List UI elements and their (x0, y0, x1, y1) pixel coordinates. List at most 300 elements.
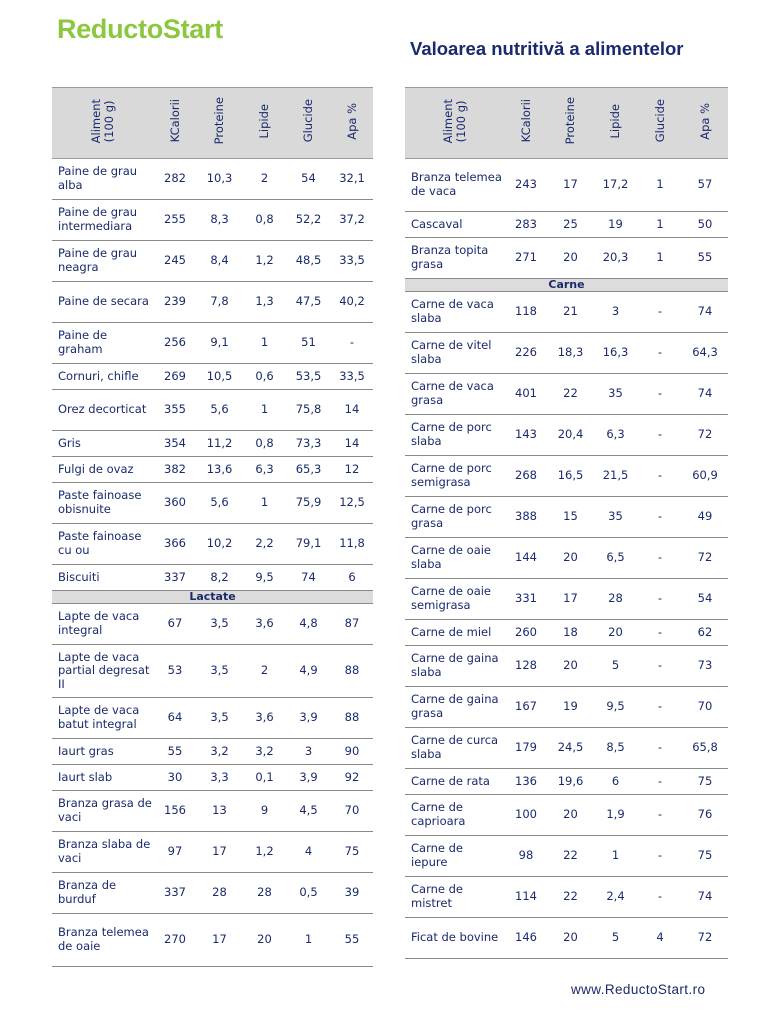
table-row (52, 645, 373, 698)
value-cell: 8,4 (196, 241, 243, 282)
value-cell: 10,5 (196, 364, 243, 390)
value-cell: 87 (331, 604, 373, 645)
value-cell: 21,5 (593, 456, 638, 497)
value-cell: 3,6 (243, 604, 286, 645)
table-row (52, 739, 373, 765)
table-row (405, 836, 728, 877)
value-cell: 0,5 (286, 873, 331, 914)
value-cell: 67 (154, 604, 196, 645)
value-cell: 79,1 (286, 524, 331, 565)
value-cell: 55 (331, 914, 373, 967)
value-cell: 20 (243, 914, 286, 967)
value-cell: 20 (548, 646, 593, 687)
table-row (405, 795, 728, 836)
food-name-cell: Branza grasa de vaci (52, 791, 154, 832)
value-cell: 73,3 (286, 431, 331, 457)
value-cell: 9 (243, 791, 286, 832)
value-cell: 88 (331, 698, 373, 739)
value-cell: 118 (504, 292, 548, 333)
value-cell: 64,3 (682, 333, 728, 374)
value-cell: 20 (548, 918, 593, 959)
value-cell: 12 (331, 457, 373, 483)
table-row (405, 620, 728, 646)
value-cell: 282 (154, 159, 196, 200)
column-header: Glucide (286, 88, 331, 159)
value-cell: 6 (593, 769, 638, 795)
value-cell: 245 (154, 241, 196, 282)
value-cell: - (638, 769, 682, 795)
value-cell: 3,5 (196, 698, 243, 739)
value-cell: 3 (593, 292, 638, 333)
food-name-cell: Ficat de bovine (405, 918, 504, 959)
value-cell: 128 (504, 646, 548, 687)
value-cell: 239 (154, 282, 196, 323)
value-cell: 12,5 (331, 483, 373, 524)
value-cell: 55 (154, 739, 196, 765)
food-name-cell: Carne de vitel slaba (405, 333, 504, 374)
value-cell: 5 (593, 646, 638, 687)
food-name-cell: Cornuri, chifle (52, 364, 154, 390)
value-cell: 271 (504, 238, 548, 279)
table-row (52, 282, 373, 323)
brand-logo: ReductoStart (57, 14, 223, 44)
food-name-cell: Carne de porc slaba (405, 415, 504, 456)
food-name-cell: Carne de rata (405, 769, 504, 795)
food-name-cell: Carne de gaina slaba (405, 646, 504, 687)
value-cell: 11,2 (196, 431, 243, 457)
value-cell: 18,3 (548, 333, 593, 374)
column-header: Apa % (682, 88, 728, 159)
food-name-cell: Carne de mistret (405, 877, 504, 918)
column-header: Lipide (593, 88, 638, 159)
food-name-cell: Carne de porc grasa (405, 497, 504, 538)
value-cell: 6,3 (593, 415, 638, 456)
food-name-cell: Carne de iepure (405, 836, 504, 877)
column-header: Apa % (331, 88, 373, 159)
value-cell: 74 (286, 565, 331, 591)
value-cell: 14 (331, 390, 373, 431)
value-cell: 21 (548, 292, 593, 333)
section-header-row (52, 591, 373, 604)
value-cell: 1 (638, 212, 682, 238)
food-name-cell: Carne de vaca slaba (405, 292, 504, 333)
value-cell: 401 (504, 374, 548, 415)
food-name-cell: Carne de oaie slaba (405, 538, 504, 579)
value-cell: 75,8 (286, 390, 331, 431)
value-cell: 354 (154, 431, 196, 457)
value-cell: 1 (638, 238, 682, 279)
food-name-cell: Iaurt slab (52, 765, 154, 791)
value-cell: 9,1 (196, 323, 243, 364)
food-name-cell: Carne de vaca grasa (405, 374, 504, 415)
value-cell: 2 (243, 159, 286, 200)
value-cell: 226 (504, 333, 548, 374)
table-row (52, 524, 373, 565)
value-cell: 51 (286, 323, 331, 364)
value-cell: 0,1 (243, 765, 286, 791)
table-row (52, 431, 373, 457)
value-cell: 28 (593, 579, 638, 620)
value-cell: 74 (682, 877, 728, 918)
value-cell: 2 (243, 645, 286, 698)
food-name-cell: Carne de gaina grasa (405, 687, 504, 728)
value-cell: 53,5 (286, 364, 331, 390)
value-cell: - (638, 374, 682, 415)
value-cell: 268 (504, 456, 548, 497)
value-cell: 1 (638, 159, 682, 212)
table-row (52, 873, 373, 914)
table-row (405, 728, 728, 769)
table-row (405, 918, 728, 959)
table-row (52, 832, 373, 873)
value-cell: 1,2 (243, 241, 286, 282)
value-cell: 1 (243, 323, 286, 364)
value-cell: 3,3 (196, 765, 243, 791)
value-cell: 136 (504, 769, 548, 795)
value-cell: 14 (331, 431, 373, 457)
value-cell: 40,2 (331, 282, 373, 323)
value-cell: 75 (331, 832, 373, 873)
value-cell: 33,5 (331, 241, 373, 282)
table-row (405, 877, 728, 918)
table-row (405, 212, 728, 238)
value-cell: 1 (243, 390, 286, 431)
value-cell: 24,5 (548, 728, 593, 769)
column-header: KCalorii (154, 88, 196, 159)
value-cell: 35 (593, 497, 638, 538)
table-row (405, 646, 728, 687)
value-cell: 74 (682, 374, 728, 415)
value-cell: 269 (154, 364, 196, 390)
value-cell: 243 (504, 159, 548, 212)
table-row (52, 914, 373, 967)
food-name-cell: Biscuiti (52, 565, 154, 591)
value-cell: 88 (331, 645, 373, 698)
value-cell: - (638, 292, 682, 333)
value-cell: 28 (243, 873, 286, 914)
value-cell: 100 (504, 795, 548, 836)
value-cell: - (638, 687, 682, 728)
value-cell: - (638, 415, 682, 456)
table-row (52, 698, 373, 739)
value-cell: 54 (682, 579, 728, 620)
food-name-cell: Paste fainoase cu ou (52, 524, 154, 565)
value-cell: 143 (504, 415, 548, 456)
value-cell: 76 (682, 795, 728, 836)
value-cell: 146 (504, 918, 548, 959)
value-cell: 156 (154, 791, 196, 832)
value-cell: 75 (682, 769, 728, 795)
value-cell: 270 (154, 914, 196, 967)
table-row (52, 200, 373, 241)
value-cell: 22 (548, 877, 593, 918)
value-cell: 28 (196, 873, 243, 914)
value-cell: 75,9 (286, 483, 331, 524)
value-cell: 3,2 (196, 739, 243, 765)
value-cell: 144 (504, 538, 548, 579)
table-row (405, 374, 728, 415)
value-cell: 62 (682, 620, 728, 646)
food-name-cell: Cascaval (405, 212, 504, 238)
value-cell: 337 (154, 565, 196, 591)
value-cell: 55 (682, 238, 728, 279)
value-cell: - (638, 497, 682, 538)
value-cell: 52,2 (286, 200, 331, 241)
page-title: Valoarea nutritivă a alimentelor (410, 38, 684, 59)
value-cell: 17 (196, 914, 243, 967)
nutrition-table-left (52, 87, 373, 967)
value-cell: 4,8 (286, 604, 331, 645)
value-cell: 1 (243, 483, 286, 524)
value-cell: 10,3 (196, 159, 243, 200)
value-cell: - (638, 646, 682, 687)
value-cell: 8,5 (593, 728, 638, 769)
column-header: Glucide (638, 88, 682, 159)
value-cell: 4 (286, 832, 331, 873)
table-row (52, 483, 373, 524)
value-cell: 8,2 (196, 565, 243, 591)
value-cell: 19 (593, 212, 638, 238)
table-row (52, 390, 373, 431)
value-cell: 16,3 (593, 333, 638, 374)
value-cell: 17 (548, 579, 593, 620)
section-header-row (405, 279, 728, 292)
value-cell: - (638, 538, 682, 579)
table-row (405, 769, 728, 795)
value-cell: 13 (196, 791, 243, 832)
column-header: Aliment (100 g) (52, 88, 154, 159)
value-cell: 15 (548, 497, 593, 538)
table-header-row (405, 88, 728, 159)
value-cell: 39 (331, 873, 373, 914)
value-cell: 355 (154, 390, 196, 431)
value-cell: 2,2 (243, 524, 286, 565)
value-cell: 167 (504, 687, 548, 728)
value-cell: 22 (548, 374, 593, 415)
value-cell: 0,8 (243, 200, 286, 241)
value-cell: 75 (682, 836, 728, 877)
value-cell: 54 (286, 159, 331, 200)
table-row (52, 159, 373, 200)
value-cell: 74 (682, 292, 728, 333)
table-row (405, 579, 728, 620)
value-cell: 70 (682, 687, 728, 728)
table-row (405, 415, 728, 456)
value-cell: 98 (504, 836, 548, 877)
value-cell: 5,6 (196, 483, 243, 524)
table-row (52, 457, 373, 483)
value-cell: 17 (548, 159, 593, 212)
food-name-cell: Lapte de vaca partial degresat II (52, 645, 154, 698)
value-cell: 331 (504, 579, 548, 620)
table-row (52, 323, 373, 364)
food-name-cell: Branza de burduf (52, 873, 154, 914)
table-row (52, 565, 373, 591)
value-cell: 19 (548, 687, 593, 728)
value-cell: 32,1 (331, 159, 373, 200)
value-cell: 9,5 (243, 565, 286, 591)
food-name-cell: Paine de grau alba (52, 159, 154, 200)
value-cell: 3 (286, 739, 331, 765)
value-cell: 22 (548, 836, 593, 877)
food-name-cell: Lapte de vaca integral (52, 604, 154, 645)
value-cell: 3,9 (286, 765, 331, 791)
value-cell: 1,2 (243, 832, 286, 873)
value-cell: 73 (682, 646, 728, 687)
value-cell: 72 (682, 538, 728, 579)
value-cell: - (638, 456, 682, 497)
food-name-cell: Carne de miel (405, 620, 504, 646)
value-cell: 5,6 (196, 390, 243, 431)
section-label: Lactate (52, 591, 373, 604)
footer-url: www.ReductoStart.ro (571, 982, 706, 997)
food-name-cell: Carne de caprioara (405, 795, 504, 836)
value-cell: 8,3 (196, 200, 243, 241)
value-cell: 6,3 (243, 457, 286, 483)
food-name-cell: Paine de secara (52, 282, 154, 323)
food-name-cell: Fulgi de ovaz (52, 457, 154, 483)
value-cell: 20 (548, 538, 593, 579)
value-cell: - (638, 579, 682, 620)
value-cell: 3,6 (243, 698, 286, 739)
column-header: Lipide (243, 88, 286, 159)
value-cell: 256 (154, 323, 196, 364)
value-cell: 72 (682, 918, 728, 959)
table-header-row (52, 88, 373, 159)
value-cell: - (638, 795, 682, 836)
food-name-cell: Branza slaba de vaci (52, 832, 154, 873)
value-cell: 65,3 (286, 457, 331, 483)
table-row (405, 497, 728, 538)
value-cell: 49 (682, 497, 728, 538)
value-cell: 388 (504, 497, 548, 538)
value-cell: 90 (331, 739, 373, 765)
column-header: Proteine (196, 88, 243, 159)
value-cell: - (638, 620, 682, 646)
value-cell: 6,5 (593, 538, 638, 579)
value-cell: 33,5 (331, 364, 373, 390)
value-cell: 53 (154, 645, 196, 698)
food-name-cell: Paine de graham (52, 323, 154, 364)
value-cell: 5 (593, 918, 638, 959)
food-name-cell: Carne de oaie semigrasa (405, 579, 504, 620)
value-cell: 70 (331, 791, 373, 832)
value-cell: 19,6 (548, 769, 593, 795)
value-cell: 48,5 (286, 241, 331, 282)
table-row (405, 333, 728, 374)
food-name-cell: Carne de curca slaba (405, 728, 504, 769)
value-cell: 283 (504, 212, 548, 238)
value-cell: 1,3 (243, 282, 286, 323)
value-cell: 7,8 (196, 282, 243, 323)
value-cell: 260 (504, 620, 548, 646)
food-name-cell: Paine de grau intermediara (52, 200, 154, 241)
value-cell: 97 (154, 832, 196, 873)
value-cell: 1 (593, 836, 638, 877)
table-row (405, 687, 728, 728)
table-row (405, 456, 728, 497)
value-cell: 337 (154, 873, 196, 914)
value-cell: 2,4 (593, 877, 638, 918)
value-cell: 0,8 (243, 431, 286, 457)
value-cell: 13,6 (196, 457, 243, 483)
value-cell: 65,8 (682, 728, 728, 769)
value-cell: 366 (154, 524, 196, 565)
value-cell: 179 (504, 728, 548, 769)
table-row (52, 241, 373, 282)
food-name-cell: Paine de grau neagra (52, 241, 154, 282)
value-cell: 6 (331, 565, 373, 591)
food-name-cell: Lapte de vaca batut integral (52, 698, 154, 739)
value-cell: 20,4 (548, 415, 593, 456)
value-cell: 57 (682, 159, 728, 212)
value-cell: 255 (154, 200, 196, 241)
value-cell: 30 (154, 765, 196, 791)
value-cell: 47,5 (286, 282, 331, 323)
food-name-cell: Branza topita grasa (405, 238, 504, 279)
food-name-cell: Branza telemea de oaie (52, 914, 154, 967)
value-cell: - (638, 333, 682, 374)
value-cell: 17,2 (593, 159, 638, 212)
food-name-cell: Orez decorticat (52, 390, 154, 431)
value-cell: 3,5 (196, 645, 243, 698)
food-name-cell: Carne de porc semigrasa (405, 456, 504, 497)
food-name-cell: Iaurt gras (52, 739, 154, 765)
table-row (52, 364, 373, 390)
value-cell: 92 (331, 765, 373, 791)
value-cell: 1,9 (593, 795, 638, 836)
value-cell: 0,6 (243, 364, 286, 390)
value-cell: 382 (154, 457, 196, 483)
value-cell: 50 (682, 212, 728, 238)
value-cell: - (638, 728, 682, 769)
value-cell: - (638, 877, 682, 918)
value-cell: 9,5 (593, 687, 638, 728)
column-header: Aliment (100 g) (405, 88, 504, 159)
value-cell: 20 (548, 238, 593, 279)
value-cell: 20,3 (593, 238, 638, 279)
table-row (52, 791, 373, 832)
value-cell: 3,5 (196, 604, 243, 645)
food-name-cell: Branza telemea de vaca (405, 159, 504, 212)
value-cell: 4,9 (286, 645, 331, 698)
table-row (405, 292, 728, 333)
table-row (52, 604, 373, 645)
section-label: Carne (405, 279, 728, 292)
value-cell: 37,2 (331, 200, 373, 241)
value-cell: 3,9 (286, 698, 331, 739)
table-row (405, 238, 728, 279)
value-cell: 35 (593, 374, 638, 415)
value-cell: 360 (154, 483, 196, 524)
column-header: Proteine (548, 88, 593, 159)
value-cell: 60,9 (682, 456, 728, 497)
value-cell: 16,5 (548, 456, 593, 497)
value-cell: 4,5 (286, 791, 331, 832)
food-name-cell: Paste fainoase obisnuite (52, 483, 154, 524)
table-row (52, 765, 373, 791)
value-cell: 1 (286, 914, 331, 967)
value-cell: 17 (196, 832, 243, 873)
value-cell: 114 (504, 877, 548, 918)
value-cell: 3,2 (243, 739, 286, 765)
value-cell: 25 (548, 212, 593, 238)
value-cell: - (638, 836, 682, 877)
value-cell: 4 (638, 918, 682, 959)
value-cell: 11,8 (331, 524, 373, 565)
food-name-cell: Gris (52, 431, 154, 457)
value-cell: 10,2 (196, 524, 243, 565)
